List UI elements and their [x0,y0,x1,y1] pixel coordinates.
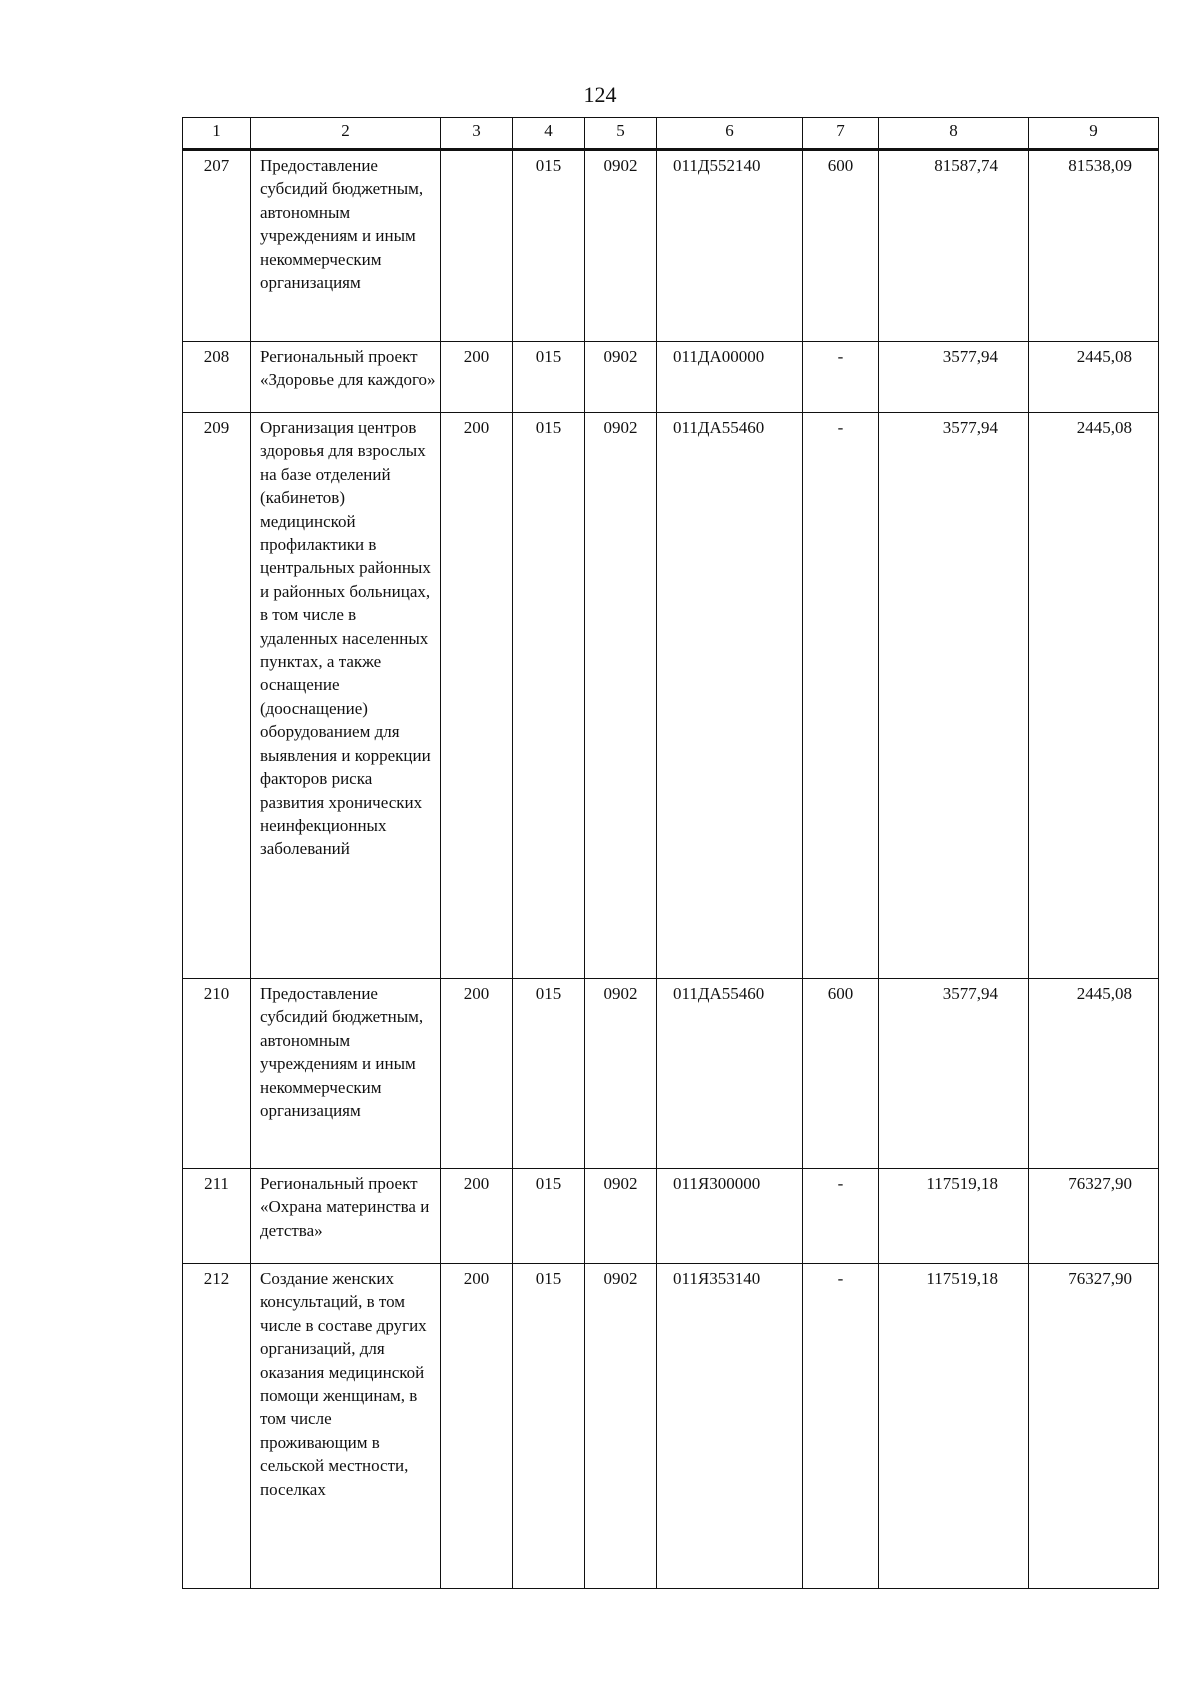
cell-col3: 200 [441,413,513,979]
row-number: 210 [183,979,251,1169]
cell-col4: 015 [513,150,585,342]
row-description: Региональный проект «Здоровье для каждого» [251,342,441,413]
table-row [183,979,1159,1169]
cell-col9: 2445,08 [1029,342,1159,413]
budget-table [182,117,1159,1589]
cell-col6: 011ДА55460 [657,979,803,1169]
column-header: 5 [585,118,657,150]
column-header: 3 [441,118,513,150]
row-number: 209 [183,413,251,979]
cell-col5: 0902 [585,1169,657,1264]
cell-col8: 117519,18 [879,1169,1029,1264]
cell-col8: 81587,74 [879,150,1029,342]
row-description: Организация центров здоровья для взрослых на базе отделений (кабинетов) медицинской профилактики в центральных районных и районных больницах, в том числе в удаленных населенных пунктах, а также оснащение (дооснащение) оборудованием для выявления и коррекции факторов риска развития хронических неинфекционных заболеваний [251,413,441,979]
table-row [183,1169,1159,1264]
cell-col5: 0902 [585,979,657,1169]
cell-col9: 2445,08 [1029,979,1159,1169]
page-number: 124 [583,82,617,107]
cell-col8: 3577,94 [879,342,1029,413]
cell-col8: 117519,18 [879,1264,1029,1589]
row-number: 207 [183,150,251,342]
cell-col9: 81538,09 [1029,150,1159,342]
row-description: Создание женских консультаций, в том числе в составе других организаций, для оказания медицинской помощи женщинам, в том числе проживающим в сельской местности, поселках [251,1264,441,1589]
table-row [183,150,1159,342]
header-row [183,118,1159,150]
cell-col7: - [803,1169,879,1264]
cell-col6: 011Я353140 [657,1264,803,1589]
row-description: Предоставление субсидий бюджетным, автономным учреждениям и иным некоммерческим организациям [251,979,441,1169]
cell-col7: - [803,342,879,413]
row-number: 212 [183,1264,251,1589]
cell-col3 [441,150,513,342]
cell-col3: 200 [441,1264,513,1589]
column-header: 8 [879,118,1029,150]
cell-col3: 200 [441,1169,513,1264]
column-header: 9 [1029,118,1159,150]
cell-col5: 0902 [585,150,657,342]
table-row [183,413,1159,979]
cell-col4: 015 [513,979,585,1169]
table-row [183,1264,1159,1589]
cell-col6: 011Я300000 [657,1169,803,1264]
row-number: 208 [183,342,251,413]
column-header: 4 [513,118,585,150]
cell-col8: 3577,94 [879,413,1029,979]
cell-col7: 600 [803,150,879,342]
cell-col7: 600 [803,979,879,1169]
column-header: 7 [803,118,879,150]
cell-col7: - [803,1264,879,1589]
cell-col4: 015 [513,413,585,979]
cell-col7: - [803,413,879,979]
row-number: 211 [183,1169,251,1264]
cell-col8: 3577,94 [879,979,1029,1169]
cell-col4: 015 [513,1264,585,1589]
row-description: Предоставление субсидий бюджетным, автономным учреждениям и иным некоммерческим организациям [251,150,441,342]
cell-col5: 0902 [585,342,657,413]
cell-col9: 2445,08 [1029,413,1159,979]
row-description: Региональный проект «Охрана материнства и детства» [251,1169,441,1264]
cell-col9: 76327,90 [1029,1169,1159,1264]
cell-col4: 015 [513,342,585,413]
column-header: 2 [251,118,441,150]
cell-col4: 015 [513,1169,585,1264]
cell-col6: 011Д552140 [657,150,803,342]
column-header: 1 [183,118,251,150]
cell-col3: 200 [441,979,513,1169]
cell-col3: 200 [441,342,513,413]
table-row [183,342,1159,413]
column-header: 6 [657,118,803,150]
cell-col5: 0902 [585,413,657,979]
cell-col6: 011ДА55460 [657,413,803,979]
cell-col5: 0902 [585,1264,657,1589]
cell-col6: 011ДА00000 [657,342,803,413]
cell-col9: 76327,90 [1029,1264,1159,1589]
